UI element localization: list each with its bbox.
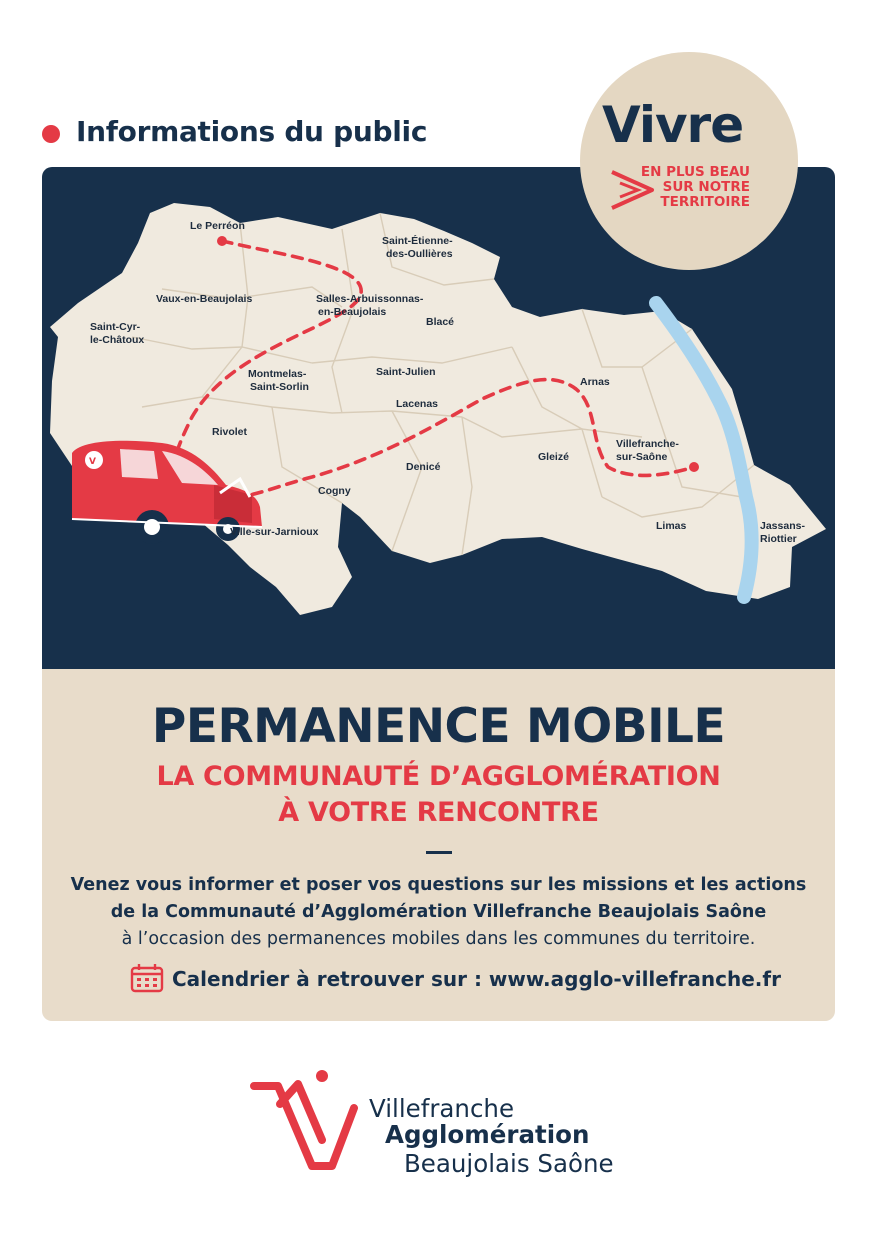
town-label: Blacé	[426, 316, 455, 328]
header-bullet-dot	[42, 125, 60, 143]
body-line-3: à l’occasion des permanences mobiles dans les communes du territoire.	[121, 929, 756, 949]
logo-line-1: Villefranche	[369, 1094, 515, 1123]
town-label: Rivolet	[212, 426, 248, 438]
svg-text:V: V	[89, 457, 96, 467]
town-label: sur-Saône	[616, 451, 668, 463]
town-label: Montmelas-	[248, 368, 307, 380]
divider	[426, 851, 452, 854]
badge-line-2: SUR NOTRE	[662, 179, 750, 195]
body-line-1: Venez vous informer et poser vos questions sur les missions et les actions	[70, 875, 807, 895]
info-panel	[42, 669, 835, 1021]
badge-line-3: TERRITOIRE	[660, 194, 750, 210]
subline-2: À VOTRE RENCONTRE	[278, 797, 599, 828]
town-label: Villefranche-	[616, 438, 679, 450]
town-label: Saint-Cyr-	[90, 321, 141, 333]
town-label: Saint-Sorlin	[250, 381, 309, 393]
town-label: des-Oullières	[386, 248, 453, 260]
logo-line-2: Agglomération	[385, 1120, 590, 1149]
subline-1: LA COMMUNAUTÉ D’AGGLOMÉRATION	[156, 761, 721, 792]
headline: PERMANENCE MOBILE	[151, 699, 726, 754]
logo-line-3: Beaujolais Saône	[404, 1149, 614, 1178]
calendar-icon	[130, 963, 164, 993]
header-title: Informations du public	[76, 115, 428, 148]
town-label: Cogny	[318, 485, 351, 497]
calendar-link-text[interactable]: Calendrier à retrouver sur : www.agglo-villefranche.fr	[172, 967, 781, 991]
slogan-badge	[580, 52, 798, 270]
town-label: Salles-Arbuissonnas-	[316, 293, 424, 305]
town-label: le-Châtoux	[90, 334, 145, 346]
town-label: Saint-Étienne-	[382, 235, 453, 247]
town-label: Jassans-	[760, 520, 805, 532]
route-end-dot	[689, 462, 699, 472]
body-line-2: de la Communauté d’Agglomération Villefranche Beaujolais Saône	[110, 902, 767, 922]
town-label: Le Perréon	[190, 220, 245, 232]
route-start-dot	[217, 236, 227, 246]
town-label: Limas	[656, 520, 687, 532]
badge-word: Vivre	[602, 96, 744, 154]
agglomeration-logo-icon	[250, 1068, 370, 1178]
town-label: Riottier	[760, 533, 797, 545]
town-label: en-Beaujolais	[318, 306, 387, 318]
town-label: Denicé	[406, 461, 441, 473]
town-label: Saint-Julien	[376, 366, 436, 378]
town-label: Ville-sur-Jarnioux	[230, 526, 319, 538]
town-label: Arnas	[580, 376, 610, 388]
badge-line-1: EN PLUS BEAU	[640, 164, 750, 180]
town-label: Vaux-en-Beaujolais	[156, 293, 253, 305]
town-label: Gleizé	[538, 451, 569, 463]
town-label: Lacenas	[396, 398, 439, 410]
